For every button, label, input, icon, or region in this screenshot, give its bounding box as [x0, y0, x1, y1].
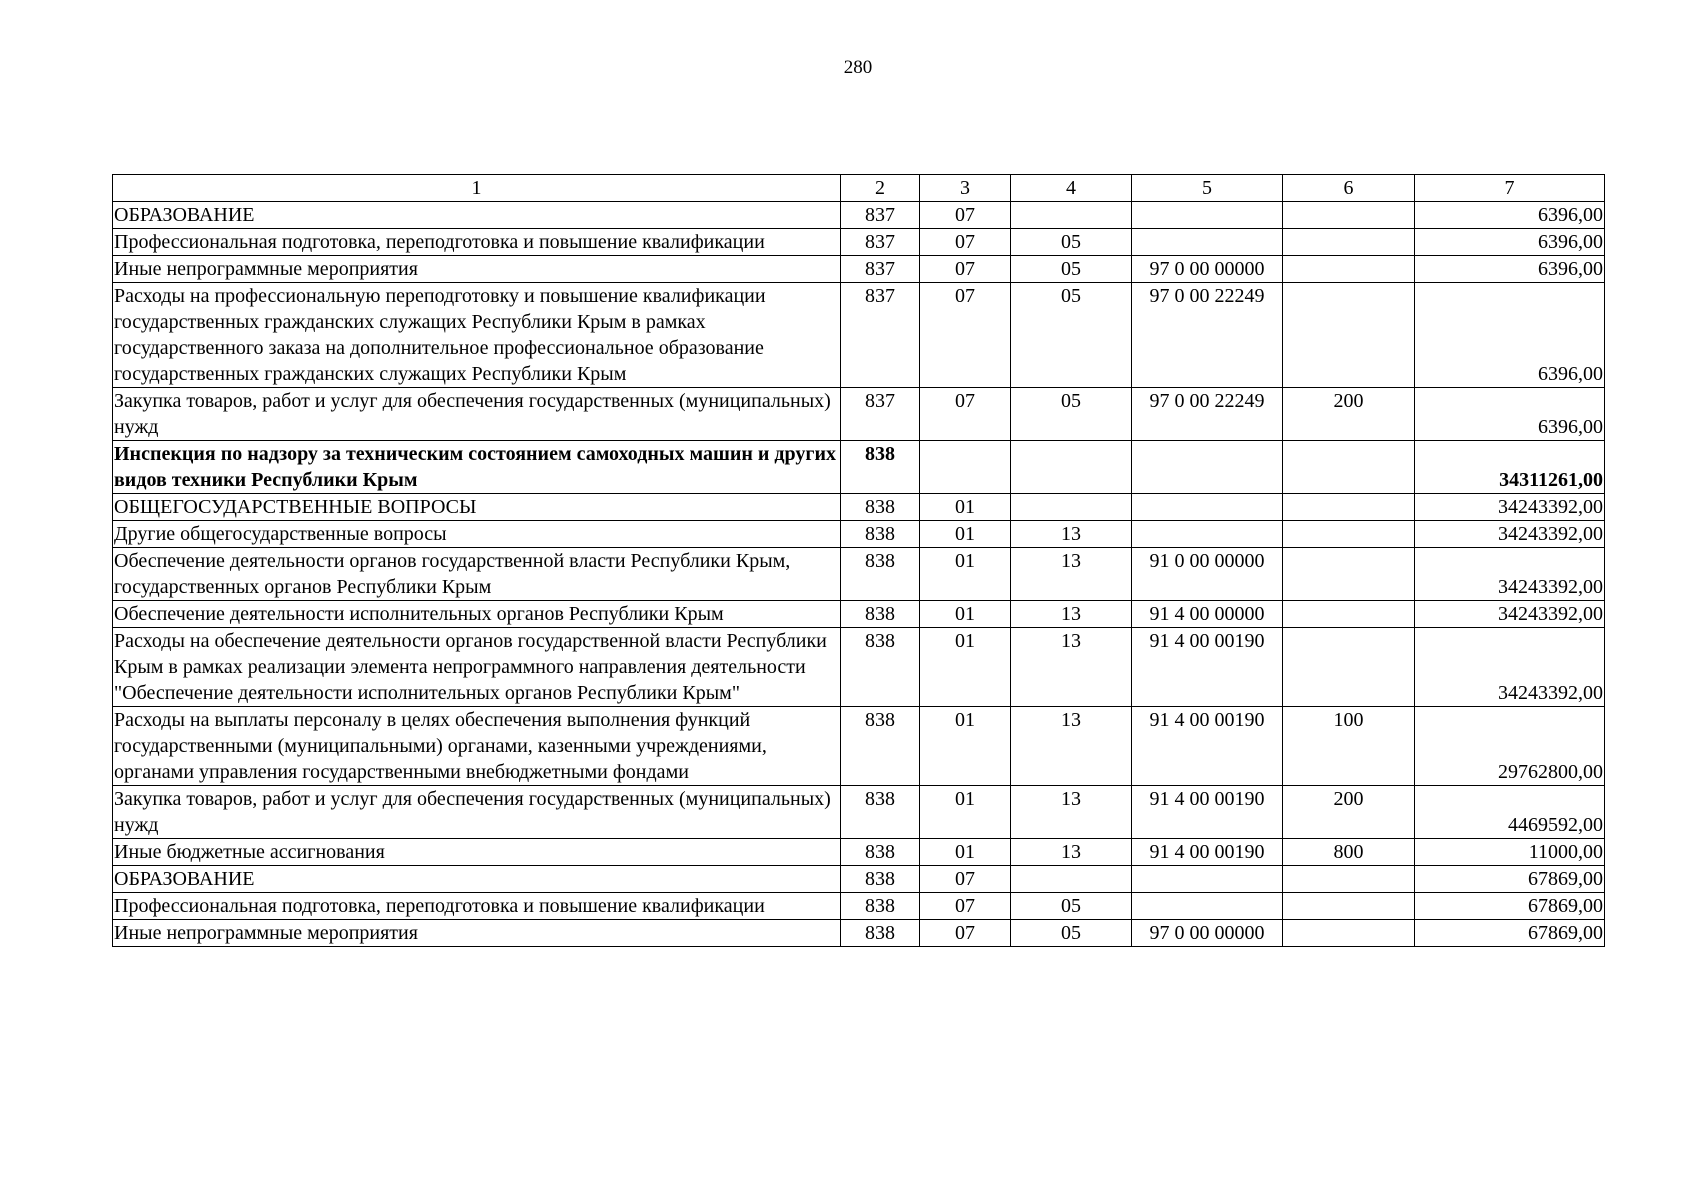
- row-code-4-cell: 13: [1011, 839, 1132, 866]
- row-code-6-cell: [1283, 256, 1415, 283]
- table-row: [113, 494, 1605, 521]
- row-name-cell: Профессиональная подготовка, переподготовка и повышение квалификации: [113, 229, 841, 256]
- row-amount-cell: 11000,00: [1415, 839, 1605, 866]
- row-code-6-cell: [1283, 229, 1415, 256]
- row-code-4-cell: 13: [1011, 628, 1132, 707]
- table-row: [113, 256, 1605, 283]
- table-row: [113, 893, 1605, 920]
- row-code-3-cell: 07: [920, 283, 1011, 388]
- row-code-4-cell: [1011, 202, 1132, 229]
- row-code-3-cell: 01: [920, 628, 1011, 707]
- row-code-4-cell: 13: [1011, 707, 1132, 786]
- table-row: [113, 388, 1605, 441]
- row-code-2-cell: 837: [841, 202, 920, 229]
- row-code-6-cell: 100: [1283, 707, 1415, 786]
- table-row: [113, 839, 1605, 866]
- row-code-4-cell: [1011, 866, 1132, 893]
- row-code-5-cell: [1132, 893, 1283, 920]
- row-code-6-cell: [1283, 548, 1415, 601]
- row-code-2-cell: 838: [841, 786, 920, 839]
- row-code-3-cell: 07: [920, 388, 1011, 441]
- row-code-2-cell: 837: [841, 388, 920, 441]
- row-code-5-cell: 91 4 00 00190: [1132, 786, 1283, 839]
- row-code-3-cell: 01: [920, 548, 1011, 601]
- row-code-6-cell: [1283, 521, 1415, 548]
- row-code-4-cell: 05: [1011, 256, 1132, 283]
- row-code-4-cell: 05: [1011, 920, 1132, 947]
- row-name-cell: Профессиональная подготовка, переподготовка и повышение квалификации: [113, 893, 841, 920]
- row-amount-cell: 67869,00: [1415, 920, 1605, 947]
- row-name-cell: Иные непрограммные мероприятия: [113, 920, 841, 947]
- row-code-5-cell: [1132, 229, 1283, 256]
- row-code-3-cell: 01: [920, 601, 1011, 628]
- column-header: 3: [920, 175, 1011, 202]
- row-code-6-cell: [1283, 866, 1415, 893]
- row-code-3-cell: [920, 441, 1011, 494]
- row-code-4-cell: 13: [1011, 521, 1132, 548]
- row-amount-cell: 34311261,00: [1415, 441, 1605, 494]
- row-code-5-cell: 97 0 00 00000: [1132, 920, 1283, 947]
- row-code-6-cell: 200: [1283, 786, 1415, 839]
- table-row: [113, 202, 1605, 229]
- row-code-4-cell: 05: [1011, 229, 1132, 256]
- row-code-5-cell: 91 4 00 00190: [1132, 707, 1283, 786]
- row-code-2-cell: 837: [841, 283, 920, 388]
- row-code-3-cell: 01: [920, 786, 1011, 839]
- row-code-2-cell: 838: [841, 521, 920, 548]
- row-code-4-cell: 05: [1011, 388, 1132, 441]
- row-code-6-cell: 800: [1283, 839, 1415, 866]
- table-row: [113, 548, 1605, 601]
- table-row: [113, 283, 1605, 388]
- row-amount-cell: 6396,00: [1415, 283, 1605, 388]
- row-code-5-cell: 97 0 00 00000: [1132, 256, 1283, 283]
- row-name-cell: Закупка товаров, работ и услуг для обеспечения государственных (муниципальных) нужд: [113, 786, 841, 839]
- row-code-5-cell: [1132, 441, 1283, 494]
- table-row: [113, 521, 1605, 548]
- row-code-3-cell: 01: [920, 521, 1011, 548]
- row-code-2-cell: 838: [841, 628, 920, 707]
- row-code-6-cell: [1283, 283, 1415, 388]
- row-code-5-cell: 97 0 00 22249: [1132, 283, 1283, 388]
- row-code-2-cell: 838: [841, 839, 920, 866]
- row-amount-cell: 6396,00: [1415, 388, 1605, 441]
- column-header: 7: [1415, 175, 1605, 202]
- row-code-3-cell: 01: [920, 839, 1011, 866]
- table-row: [113, 866, 1605, 893]
- column-header: 2: [841, 175, 920, 202]
- row-amount-cell: 34243392,00: [1415, 494, 1605, 521]
- row-amount-cell: 34243392,00: [1415, 601, 1605, 628]
- row-amount-cell: 34243392,00: [1415, 548, 1605, 601]
- row-code-2-cell: 838: [841, 601, 920, 628]
- row-name-cell: Обеспечение деятельности исполнительных органов Республики Крым: [113, 601, 841, 628]
- row-code-6-cell: [1283, 628, 1415, 707]
- table-row: [113, 920, 1605, 947]
- row-amount-cell: 67869,00: [1415, 866, 1605, 893]
- row-code-3-cell: 07: [920, 893, 1011, 920]
- row-amount-cell: 6396,00: [1415, 229, 1605, 256]
- column-header: 6: [1283, 175, 1415, 202]
- row-amount-cell: 4469592,00: [1415, 786, 1605, 839]
- row-code-4-cell: 05: [1011, 283, 1132, 388]
- row-code-2-cell: 838: [841, 893, 920, 920]
- row-code-2-cell: 838: [841, 920, 920, 947]
- budget-table: [112, 174, 1605, 947]
- row-code-5-cell: [1132, 202, 1283, 229]
- table-header-row: [113, 175, 1605, 202]
- page-number: 280: [843, 57, 873, 78]
- row-name-cell: Инспекция по надзору за техническим состоянием самоходных машин и других видов техники Республики Крым: [113, 441, 841, 494]
- row-code-3-cell: 07: [920, 229, 1011, 256]
- row-name-cell: Другие общегосударственные вопросы: [113, 521, 841, 548]
- row-code-6-cell: [1283, 893, 1415, 920]
- row-code-5-cell: 91 4 00 00000: [1132, 601, 1283, 628]
- row-code-3-cell: 07: [920, 866, 1011, 893]
- row-code-5-cell: [1132, 494, 1283, 521]
- row-code-5-cell: 91 4 00 00190: [1132, 839, 1283, 866]
- row-amount-cell: 29762800,00: [1415, 707, 1605, 786]
- row-name-cell: Расходы на выплаты персоналу в целях обеспечения выполнения функций государственными (муниципальными) органами, казенными учреждениями, органами управления государственными внебюджетными фондами: [113, 707, 841, 786]
- row-name-cell: Иные непрограммные мероприятия: [113, 256, 841, 283]
- row-code-5-cell: [1132, 521, 1283, 548]
- table-row: [113, 601, 1605, 628]
- row-code-2-cell: 838: [841, 707, 920, 786]
- row-code-2-cell: 838: [841, 548, 920, 601]
- column-header: 1: [113, 175, 841, 202]
- column-header: 5: [1132, 175, 1283, 202]
- row-code-2-cell: 838: [841, 441, 920, 494]
- row-code-6-cell: [1283, 601, 1415, 628]
- row-name-cell: ОБРАЗОВАНИЕ: [113, 202, 841, 229]
- row-amount-cell: 34243392,00: [1415, 521, 1605, 548]
- row-code-2-cell: 838: [841, 494, 920, 521]
- row-name-cell: Закупка товаров, работ и услуг для обеспечения государственных (муниципальных) нужд: [113, 388, 841, 441]
- row-code-4-cell: 05: [1011, 893, 1132, 920]
- row-code-3-cell: 07: [920, 920, 1011, 947]
- row-code-4-cell: [1011, 494, 1132, 521]
- row-code-5-cell: 97 0 00 22249: [1132, 388, 1283, 441]
- row-amount-cell: 67869,00: [1415, 893, 1605, 920]
- row-code-3-cell: 01: [920, 707, 1011, 786]
- table-row: [113, 229, 1605, 256]
- table-row: [113, 441, 1605, 494]
- row-code-5-cell: 91 0 00 00000: [1132, 548, 1283, 601]
- row-amount-cell: 34243392,00: [1415, 628, 1605, 707]
- row-code-2-cell: 838: [841, 866, 920, 893]
- row-name-cell: ОБЩЕГОСУДАРСТВЕННЫЕ ВОПРОСЫ: [113, 494, 841, 521]
- row-code-5-cell: [1132, 866, 1283, 893]
- row-code-6-cell: [1283, 494, 1415, 521]
- row-name-cell: Иные бюджетные ассигнования: [113, 839, 841, 866]
- row-code-4-cell: 13: [1011, 786, 1132, 839]
- table-row: [113, 786, 1605, 839]
- row-code-3-cell: 01: [920, 494, 1011, 521]
- row-name-cell: Обеспечение деятельности органов государственной власти Республики Крым, государственных органов Республики Крым: [113, 548, 841, 601]
- row-name-cell: Расходы на обеспечение деятельности органов государственной власти Республики Крым в рамках реализации элемента непрограммного направления деятельности "Обеспечение деятельности исполнительных органов Республики Крым": [113, 628, 841, 707]
- row-code-3-cell: 07: [920, 202, 1011, 229]
- row-code-2-cell: 837: [841, 256, 920, 283]
- row-name-cell: ОБРАЗОВАНИЕ: [113, 866, 841, 893]
- row-amount-cell: 6396,00: [1415, 256, 1605, 283]
- row-code-3-cell: 07: [920, 256, 1011, 283]
- row-code-4-cell: 13: [1011, 601, 1132, 628]
- row-code-6-cell: [1283, 441, 1415, 494]
- row-amount-cell: 6396,00: [1415, 202, 1605, 229]
- row-name-cell: Расходы на профессиональную переподготовку и повышение квалификации государственных гражданских служащих Республики Крым в рамках государственного заказа на дополнительное профессиональное образование государственных гражданских служащих Республики Крым: [113, 283, 841, 388]
- row-code-5-cell: 91 4 00 00190: [1132, 628, 1283, 707]
- table-row: [113, 707, 1605, 786]
- row-code-4-cell: [1011, 441, 1132, 494]
- row-code-6-cell: 200: [1283, 388, 1415, 441]
- table-row: [113, 628, 1605, 707]
- column-header: 4: [1011, 175, 1132, 202]
- row-code-6-cell: [1283, 920, 1415, 947]
- row-code-2-cell: 837: [841, 229, 920, 256]
- row-code-6-cell: [1283, 202, 1415, 229]
- row-code-4-cell: 13: [1011, 548, 1132, 601]
